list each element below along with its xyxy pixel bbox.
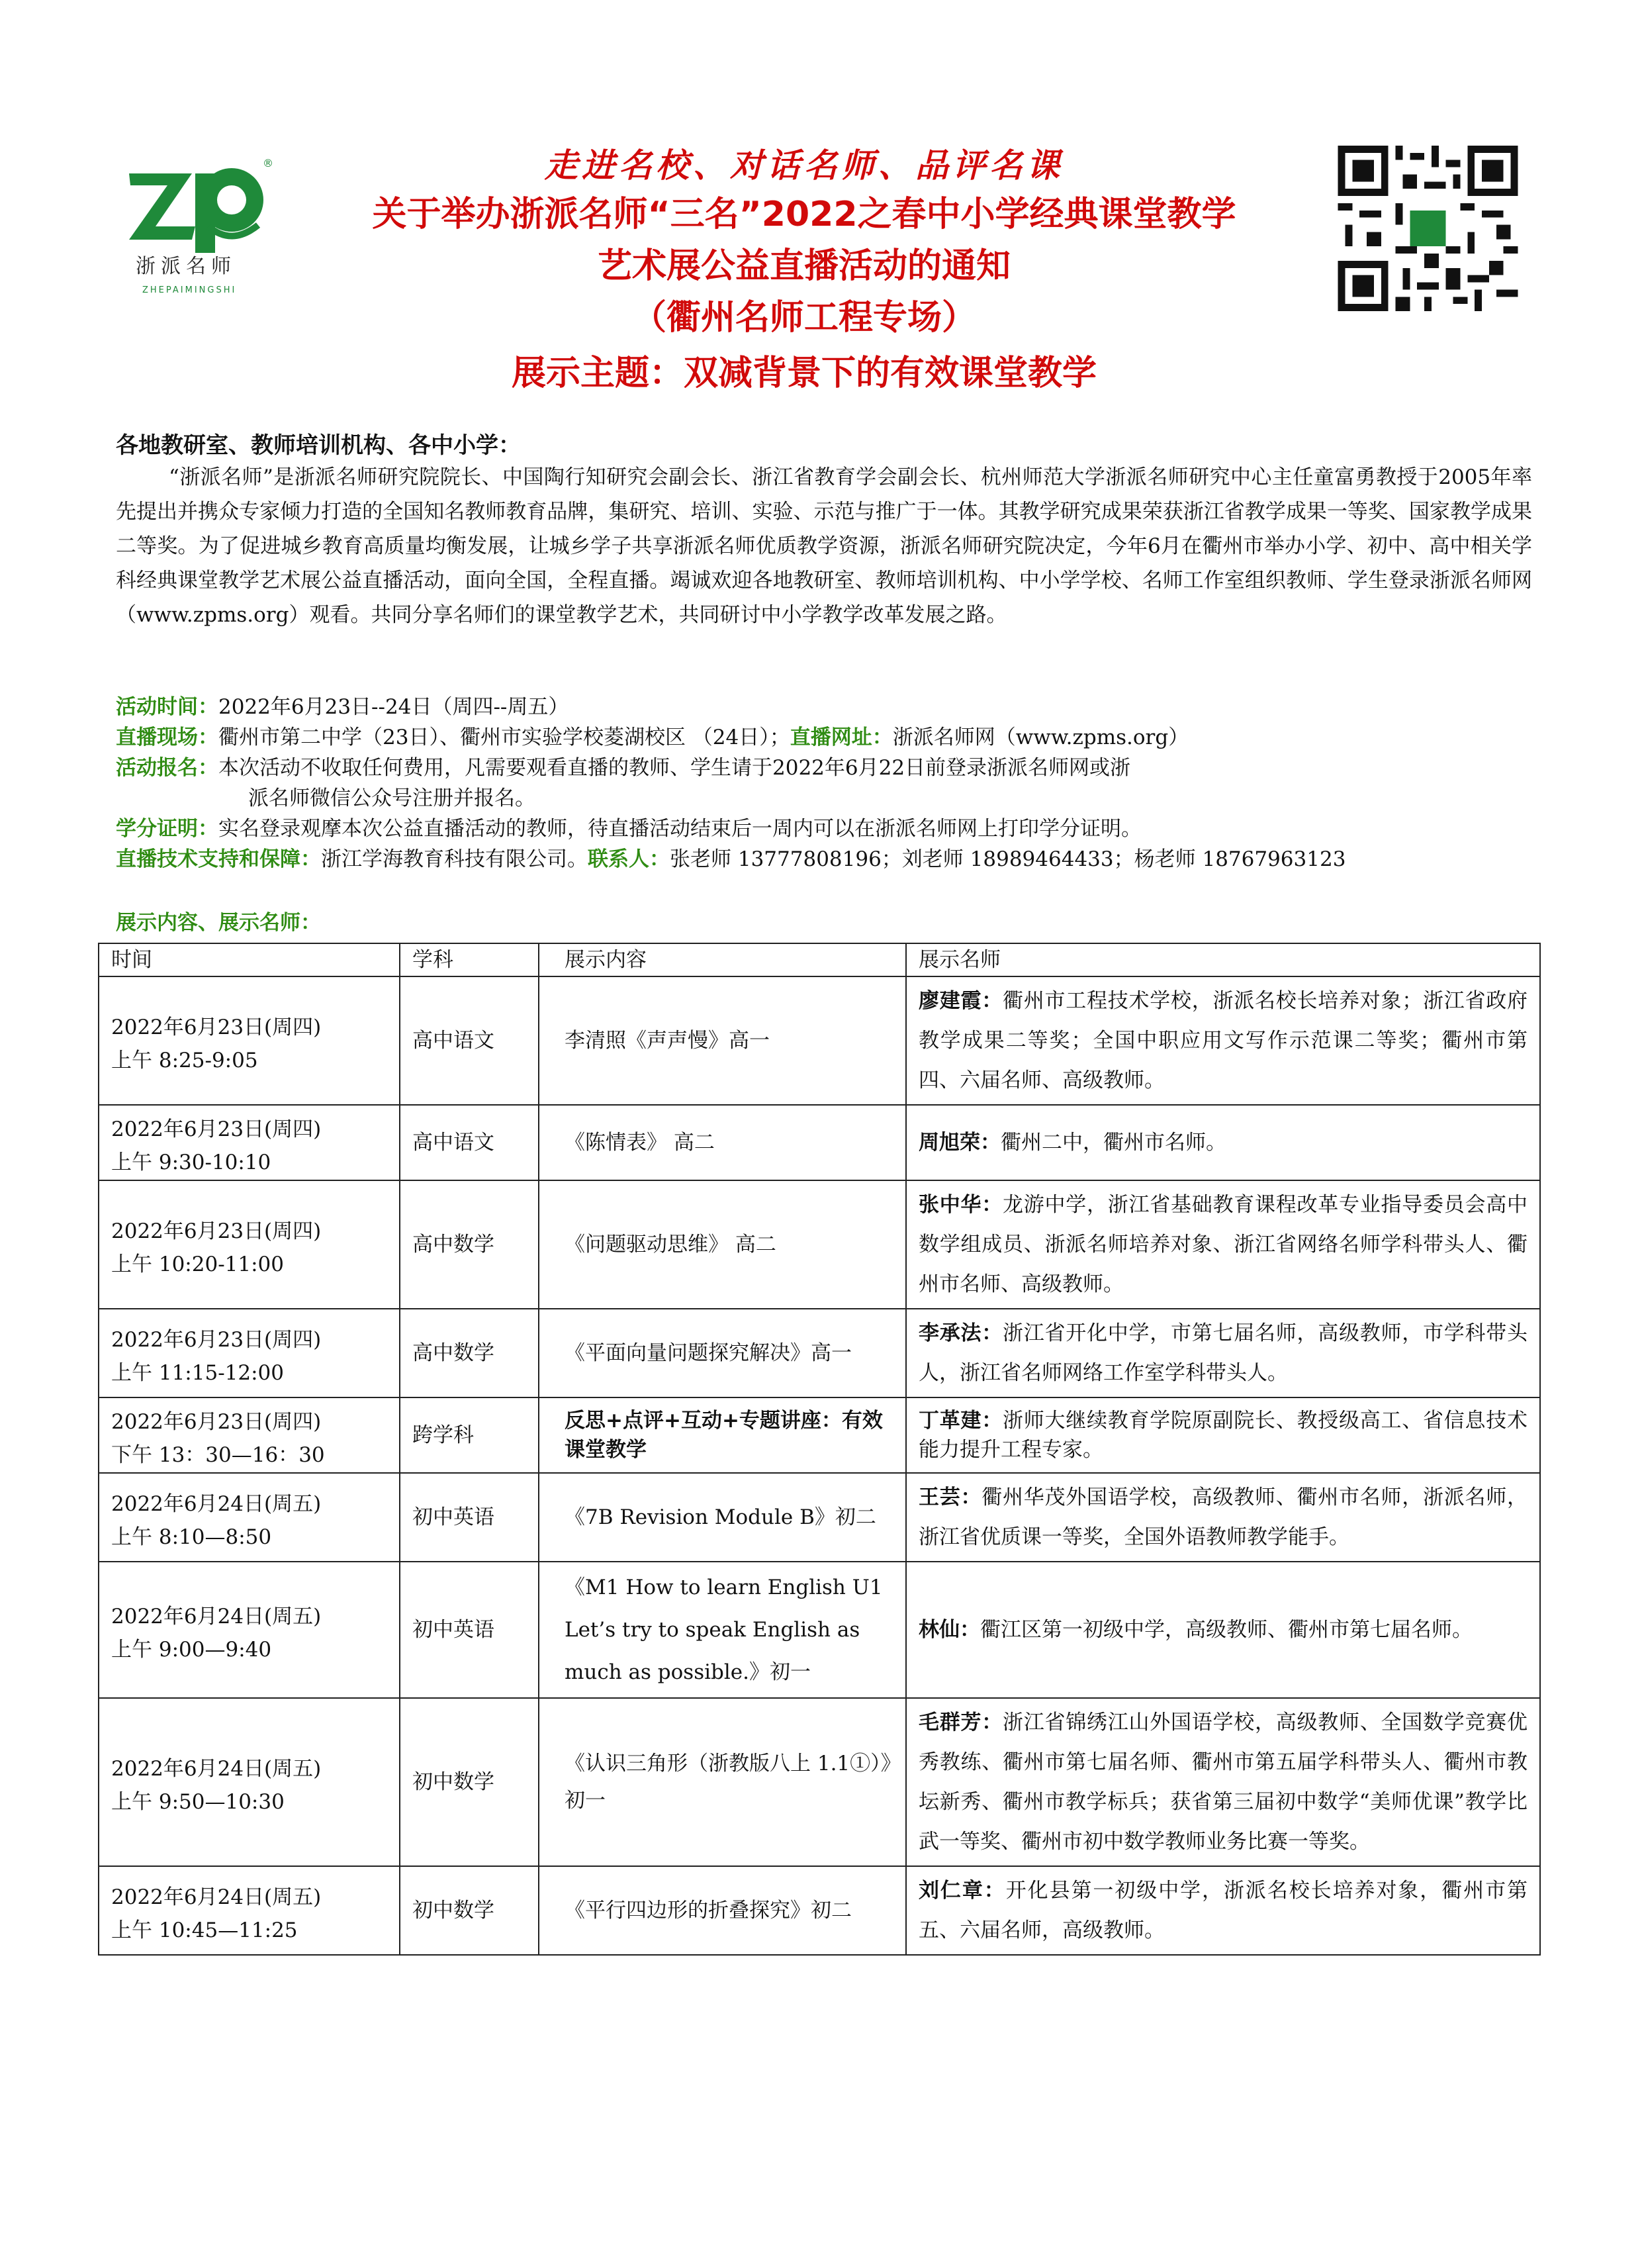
teacher-name: 周旭荣： bbox=[919, 1131, 1001, 1155]
table-row bbox=[99, 1473, 1540, 1562]
signup-value-2: 派名师微信公众号注册并报名。 bbox=[248, 786, 535, 810]
row-date: 2022年6月24日(周五) bbox=[111, 1885, 322, 1909]
logo-subtext: ZHEPAIMINGSHI bbox=[142, 285, 237, 295]
schedule-table bbox=[98, 943, 1541, 1956]
time-cell bbox=[99, 1180, 400, 1309]
teacher-desc: 衢州华茂外国语学校，高级教师、衢州市名师，浙派名师，浙江省优质课一等奖，全国外语教师教学能手。 bbox=[919, 1486, 1528, 1549]
teacher-name: 刘仁章： bbox=[919, 1879, 1006, 1903]
teacher-cell bbox=[906, 1698, 1540, 1866]
salutation: 各地教研室、教师培训机构、各中小学： bbox=[116, 432, 521, 459]
svg-text:®: ® bbox=[263, 157, 273, 169]
title-line-1: 关于举办浙派名师“三名”2022之春中小学经典课堂教学 bbox=[372, 195, 1236, 234]
table-row bbox=[99, 1180, 1540, 1309]
logo-mark-icon bbox=[116, 147, 288, 306]
row-time: 上午 8:25-9:05 bbox=[111, 1049, 258, 1072]
header-titles bbox=[278, 142, 1330, 399]
teacher-cell bbox=[906, 1397, 1540, 1473]
teacher-desc: 龙游中学，浙江省基础教育课程改革专业指导委员会高中数学组成员、浙派名师培养对象、浙江省网络名师学科带头人、衢州市名师、高级教师。 bbox=[919, 1193, 1528, 1296]
content-cell: 《7B Revision Module B》初二 bbox=[539, 1473, 906, 1562]
support-label: 直播技术支持和保障： bbox=[116, 847, 321, 871]
time-cell bbox=[99, 1562, 400, 1698]
row-time: 上午 10:45—11:25 bbox=[111, 1918, 298, 1942]
content-cell: 《平面向量问题探究解决》高一 bbox=[539, 1309, 906, 1397]
table-row bbox=[99, 1866, 1540, 1955]
teacher-cell bbox=[906, 1309, 1540, 1397]
content-cell: 《认识三角形（浙教版八上 1.1①）》初一 bbox=[539, 1698, 906, 1866]
subject-cell: 跨学科 bbox=[400, 1397, 539, 1473]
teacher-name: 丁革建： bbox=[919, 1409, 1003, 1433]
time-label: 活动时间： bbox=[116, 695, 218, 719]
table-row bbox=[99, 1397, 1540, 1473]
qr-code-icon bbox=[1337, 146, 1519, 311]
teacher-cell bbox=[906, 976, 1540, 1105]
row-time: 上午 10:20-11:00 bbox=[111, 1252, 285, 1276]
slogan: 走进名校、对话名师、品评名课 bbox=[545, 146, 1064, 185]
time-cell bbox=[99, 1105, 400, 1180]
subject-cell: 初中数学 bbox=[400, 1698, 539, 1866]
schedule-body bbox=[99, 976, 1540, 1955]
col-header-subject: 学科 bbox=[400, 943, 539, 976]
contact-label: 联系人： bbox=[588, 847, 670, 871]
info-credit bbox=[116, 814, 1545, 844]
content-cell: 李清照《声声慢》高一 bbox=[539, 976, 906, 1105]
row-date: 2022年6月24日(周五) bbox=[111, 1492, 322, 1516]
content-cell: 《M1 How to learn English U1 Let’s try to speak English as much as possible.》初一 bbox=[539, 1562, 906, 1698]
time-cell bbox=[99, 1698, 400, 1866]
row-date: 2022年6月23日(周四) bbox=[111, 1410, 322, 1434]
info-support bbox=[116, 844, 1545, 874]
zhepai-logo bbox=[116, 147, 288, 306]
url-value[interactable]: 浙派名师网（www.zpms.org） bbox=[892, 726, 1189, 749]
teacher-desc: 开化县第一初级中学，浙派名校长培养对象，衢州市第五、六届名师，高级教师。 bbox=[919, 1879, 1528, 1942]
teacher-desc: 衢州二中，衢州市名师。 bbox=[1001, 1131, 1226, 1155]
table-row bbox=[99, 1309, 1540, 1397]
teacher-cell bbox=[906, 1562, 1540, 1698]
teacher-name: 王芸： bbox=[919, 1486, 982, 1509]
subject-cell: 高中数学 bbox=[400, 1309, 539, 1397]
teacher-desc: 浙师大继续教育学院原副院长、教授级高工、省信息技术能力提升工程专家。 bbox=[919, 1409, 1528, 1462]
venue-label: 直播现场： bbox=[116, 726, 218, 749]
row-time: 下午 13：30—16：30 bbox=[111, 1443, 325, 1467]
row-date: 2022年6月23日(周四) bbox=[111, 1016, 322, 1039]
teacher-name: 毛群芳： bbox=[919, 1711, 1003, 1734]
teacher-cell bbox=[906, 1105, 1540, 1180]
signup-label: 活动报名： bbox=[116, 756, 218, 780]
time-cell bbox=[99, 1866, 400, 1955]
title-line-2: 艺术展公益直播活动的通知 bbox=[597, 246, 1011, 286]
info-signup bbox=[116, 753, 1545, 783]
col-header-time: 时间 bbox=[99, 943, 400, 976]
time-cell bbox=[99, 1397, 400, 1473]
teacher-name: 林仙： bbox=[919, 1618, 980, 1642]
row-time: 上午 9:00—9:40 bbox=[111, 1638, 272, 1662]
time-cell bbox=[99, 1473, 400, 1562]
intro-paragraph: “浙派名师”是浙派名师研究院院长、中国陶行知研究会副会长、浙江省教育学会副会长、杭州师范大学浙派名师研究中心主任童富勇教授于2005年率先提出并携众专家倾力打造的全国知名教师教育品牌，集研究、培训、实验、示范与推广于一体。其教学研究成果荣获浙江省教学成果一等奖、国家教学成果二等奖。为了促进城乡教育高质量均衡发展，让城乡学子共享浙派名师优质教学资源，浙派名师研究院决定，今年6月在衢州市举办小学、初中、高中相关学科经典课堂教学艺术展公益直播活动，面向全国，全程直播。竭诚欢迎各地教研室、教师培训机构、中小学学校、名师工作室组织教师、学生登录浙派名师网（www.zpms.org）观看。共同分享名师们的课堂教学艺术，共同研讨中小学教学改革发展之路。 bbox=[116, 465, 1532, 627]
time-cell bbox=[99, 1309, 400, 1397]
info-signup-cont bbox=[116, 783, 1545, 814]
subject-cell: 高中语文 bbox=[400, 1105, 539, 1180]
info-time bbox=[116, 692, 1545, 722]
signup-value-1: 本次活动不收取任何费用，凡需要观看直播的教师、学生请于2022年6月22日前登录浙派名师网或浙 bbox=[218, 756, 1131, 780]
title-line-3: （衢州名师工程专场） bbox=[631, 298, 976, 338]
subject-cell: 高中数学 bbox=[400, 1180, 539, 1309]
row-time: 上午 9:50—10:30 bbox=[111, 1790, 285, 1814]
teacher-desc: 衢江区第一初级中学，高级教师、衢州市第七届名师。 bbox=[980, 1618, 1473, 1642]
schedule-title: 展示内容、展示名师： bbox=[116, 911, 321, 935]
info-venue bbox=[116, 722, 1545, 753]
table-row bbox=[99, 1105, 1540, 1180]
venue-value: 衢州市第二中学（23日）、衢州市实验学校菱湖校区 （24日）； bbox=[218, 726, 790, 749]
teacher-desc: 衢州市工程技术学校，浙派名校长培养对象；浙江省政府教学成果二等奖；全国中职应用文写作示范课二等奖；衢州市第四、六届名师、高级教师。 bbox=[919, 989, 1528, 1092]
credit-value: 实名登录观摩本次公益直播活动的教师，待直播活动结束后一周内可以在浙派名师网上打印学分证明。 bbox=[218, 817, 1142, 841]
teacher-cell bbox=[906, 1180, 1540, 1309]
contact-value: 张老师 13777808196；刘老师 18989464433；杨老师 18767963123 bbox=[670, 847, 1346, 871]
title-line-4: 展示主题：双减背景下的有效课堂教学 bbox=[511, 354, 1097, 393]
content-cell: 《平行四边形的折叠探究》初二 bbox=[539, 1866, 906, 1955]
credit-label: 学分证明： bbox=[116, 817, 218, 841]
row-date: 2022年6月23日(周四) bbox=[111, 1117, 322, 1141]
content-cell: 反思+点评+互动+专题讲座：有效课堂教学 bbox=[539, 1397, 906, 1473]
time-value: 2022年6月23日--24日（周四--周五） bbox=[218, 695, 569, 719]
teacher-desc: 浙江省锦绣江山外国语学校，高级教师、全国数学竞赛优秀教练、衢州市第七届名师、衢州市第五届学科带头人、衢州市教坛新秀、衢州市教学标兵；获省第三届初中数学“美师优课”教学比武一等奖、衢州市初中数学教师业务比赛一等奖。 bbox=[919, 1711, 1528, 1854]
row-date: 2022年6月24日(周五) bbox=[111, 1757, 322, 1781]
time-cell bbox=[99, 976, 400, 1105]
url-label: 直播网址： bbox=[790, 726, 893, 749]
col-header-teacher: 展示名师 bbox=[906, 943, 1540, 976]
logo-text: 浙派名师 bbox=[136, 255, 236, 278]
row-time: 上午 8:10—8:50 bbox=[111, 1525, 272, 1549]
support-value: 浙江学海教育科技有限公司。 bbox=[321, 847, 588, 871]
content-cell: 《陈情表》 高二 bbox=[539, 1105, 906, 1180]
event-info bbox=[116, 692, 1545, 874]
subject-cell: 初中英语 bbox=[400, 1562, 539, 1698]
row-date: 2022年6月23日(周四) bbox=[111, 1219, 322, 1243]
subject-cell: 初中英语 bbox=[400, 1473, 539, 1562]
subject-cell: 初中数学 bbox=[400, 1866, 539, 1955]
subject-cell: 高中语文 bbox=[400, 976, 539, 1105]
teacher-cell bbox=[906, 1473, 1540, 1562]
teacher-name: 廖建霞： bbox=[919, 989, 1003, 1013]
table-row bbox=[99, 1562, 1540, 1698]
col-header-content: 展示内容 bbox=[539, 943, 906, 976]
teacher-name: 李承法： bbox=[919, 1321, 1003, 1345]
row-date: 2022年6月24日(周五) bbox=[111, 1605, 322, 1629]
table-row bbox=[99, 976, 1540, 1105]
teacher-name: 张中华： bbox=[919, 1193, 1003, 1217]
content-cell: 《问题驱动思维》 高二 bbox=[539, 1180, 906, 1309]
table-row bbox=[99, 1698, 1540, 1866]
table-header-row bbox=[99, 943, 1540, 976]
teacher-cell bbox=[906, 1866, 1540, 1955]
row-time: 上午 9:30-10:10 bbox=[111, 1151, 271, 1174]
row-time: 上午 11:15-12:00 bbox=[111, 1361, 285, 1385]
teacher-desc: 浙江省开化中学，市第七届名师，高级教师，市学科带头人，浙江省名师网络工作室学科带头人。 bbox=[919, 1321, 1528, 1385]
row-date: 2022年6月23日(周四) bbox=[111, 1328, 322, 1352]
